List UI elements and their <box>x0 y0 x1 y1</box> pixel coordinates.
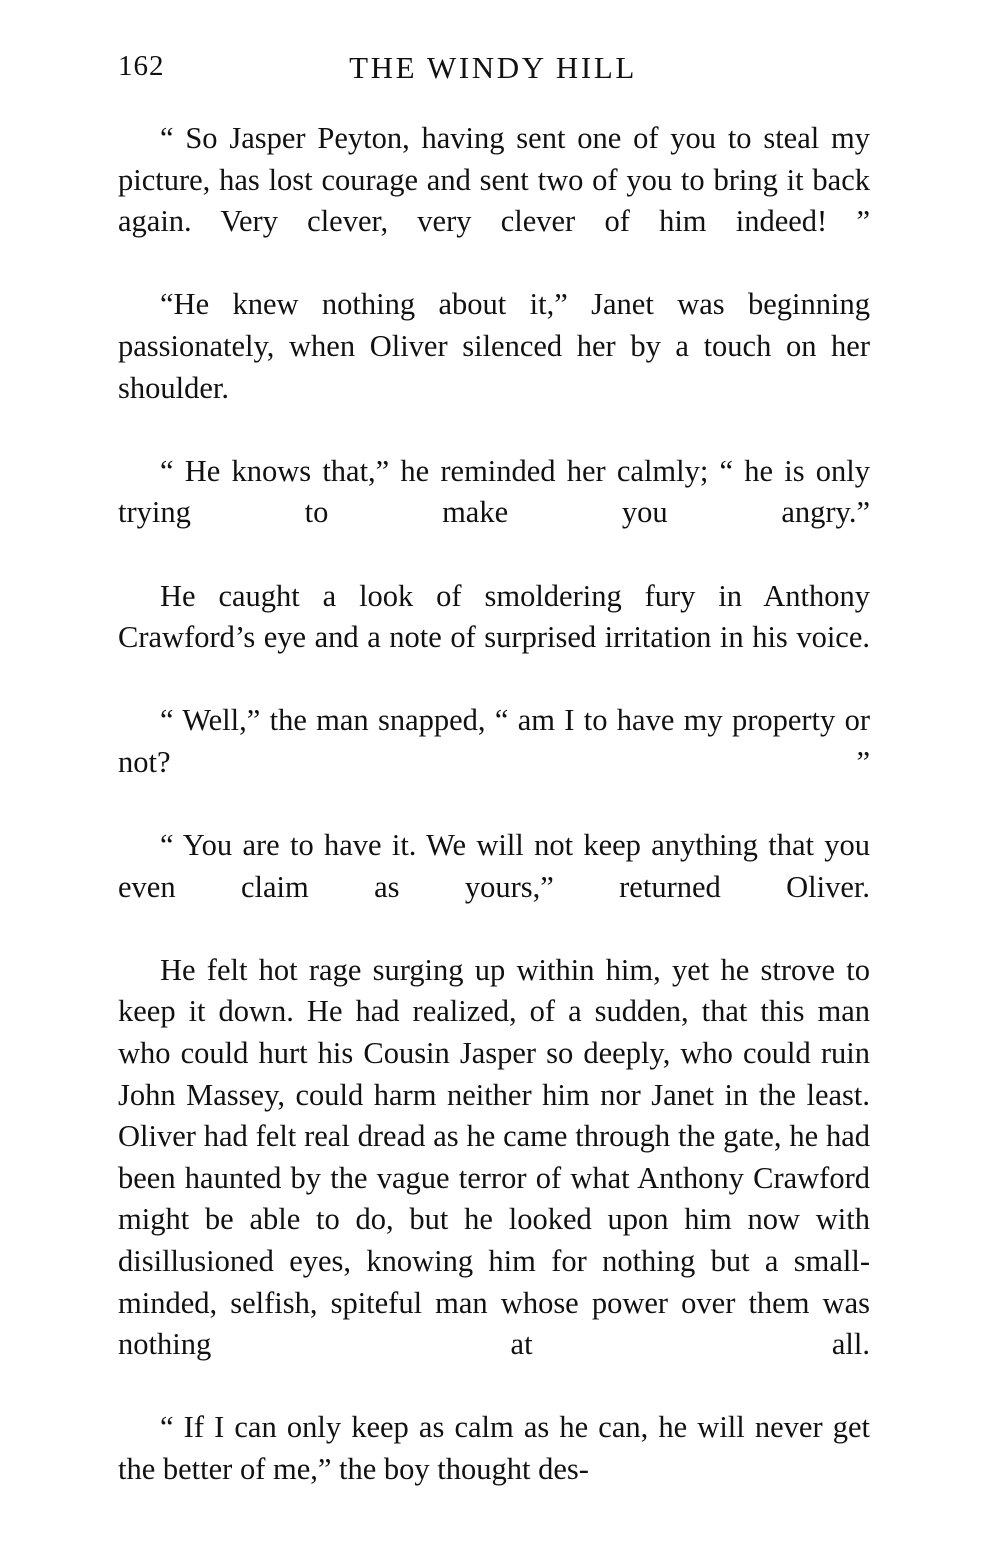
page-number: 162 <box>118 50 165 82</box>
page-body <box>118 118 870 1491</box>
paragraph: “ He knows that,” he reminded her calmly; “ he is only trying to make you angry.” <box>118 453 870 530</box>
paragraph: “ Well,” the man snapped, “ am I to have my property or not? ” <box>118 703 870 779</box>
paragraph: “ You are to have it. We will not keep anything that you even claim as yours,” returned Oliver. <box>118 828 870 904</box>
running-title: THE WINDY HILL <box>349 50 637 85</box>
paragraph: “ If I can only keep as calm as he can, he will never get the better of me,” the boy thought des- <box>118 1410 870 1486</box>
paragraph: “ So Jasper Peyton, having sent one of you to steal my picture, has lost courage and sent two of you to bring it back again. Very clever, very clever of him indeed! ” <box>118 121 870 239</box>
paragraph: “He knew nothing about it,” Janet was beginning passionately, when Oliver silenced her by a touch on her shoulder. <box>118 287 870 405</box>
running-head <box>118 50 868 96</box>
paragraph: He felt hot rage surging up within him, yet he strove to keep it down. He had realized, of a sudden, that this man who could hurt his Cousin Jasper so deeply, who could ruin John Massey, could harm neither him nor Janet in the least. Oliver had felt real dread as he came through the gate, he had been haunted by the vague terror of what Anthony Crawford might be able to do, but he looked upon him now with disillusioned eyes, knowing him for nothing but a small-minded, selfish, spiteful man whose power over them was nothing at all. <box>118 952 870 1362</box>
paragraph: He caught a look of smoldering fury in Anthony Crawford’s eye and a note of surprised irritation in his voice. <box>118 578 870 655</box>
